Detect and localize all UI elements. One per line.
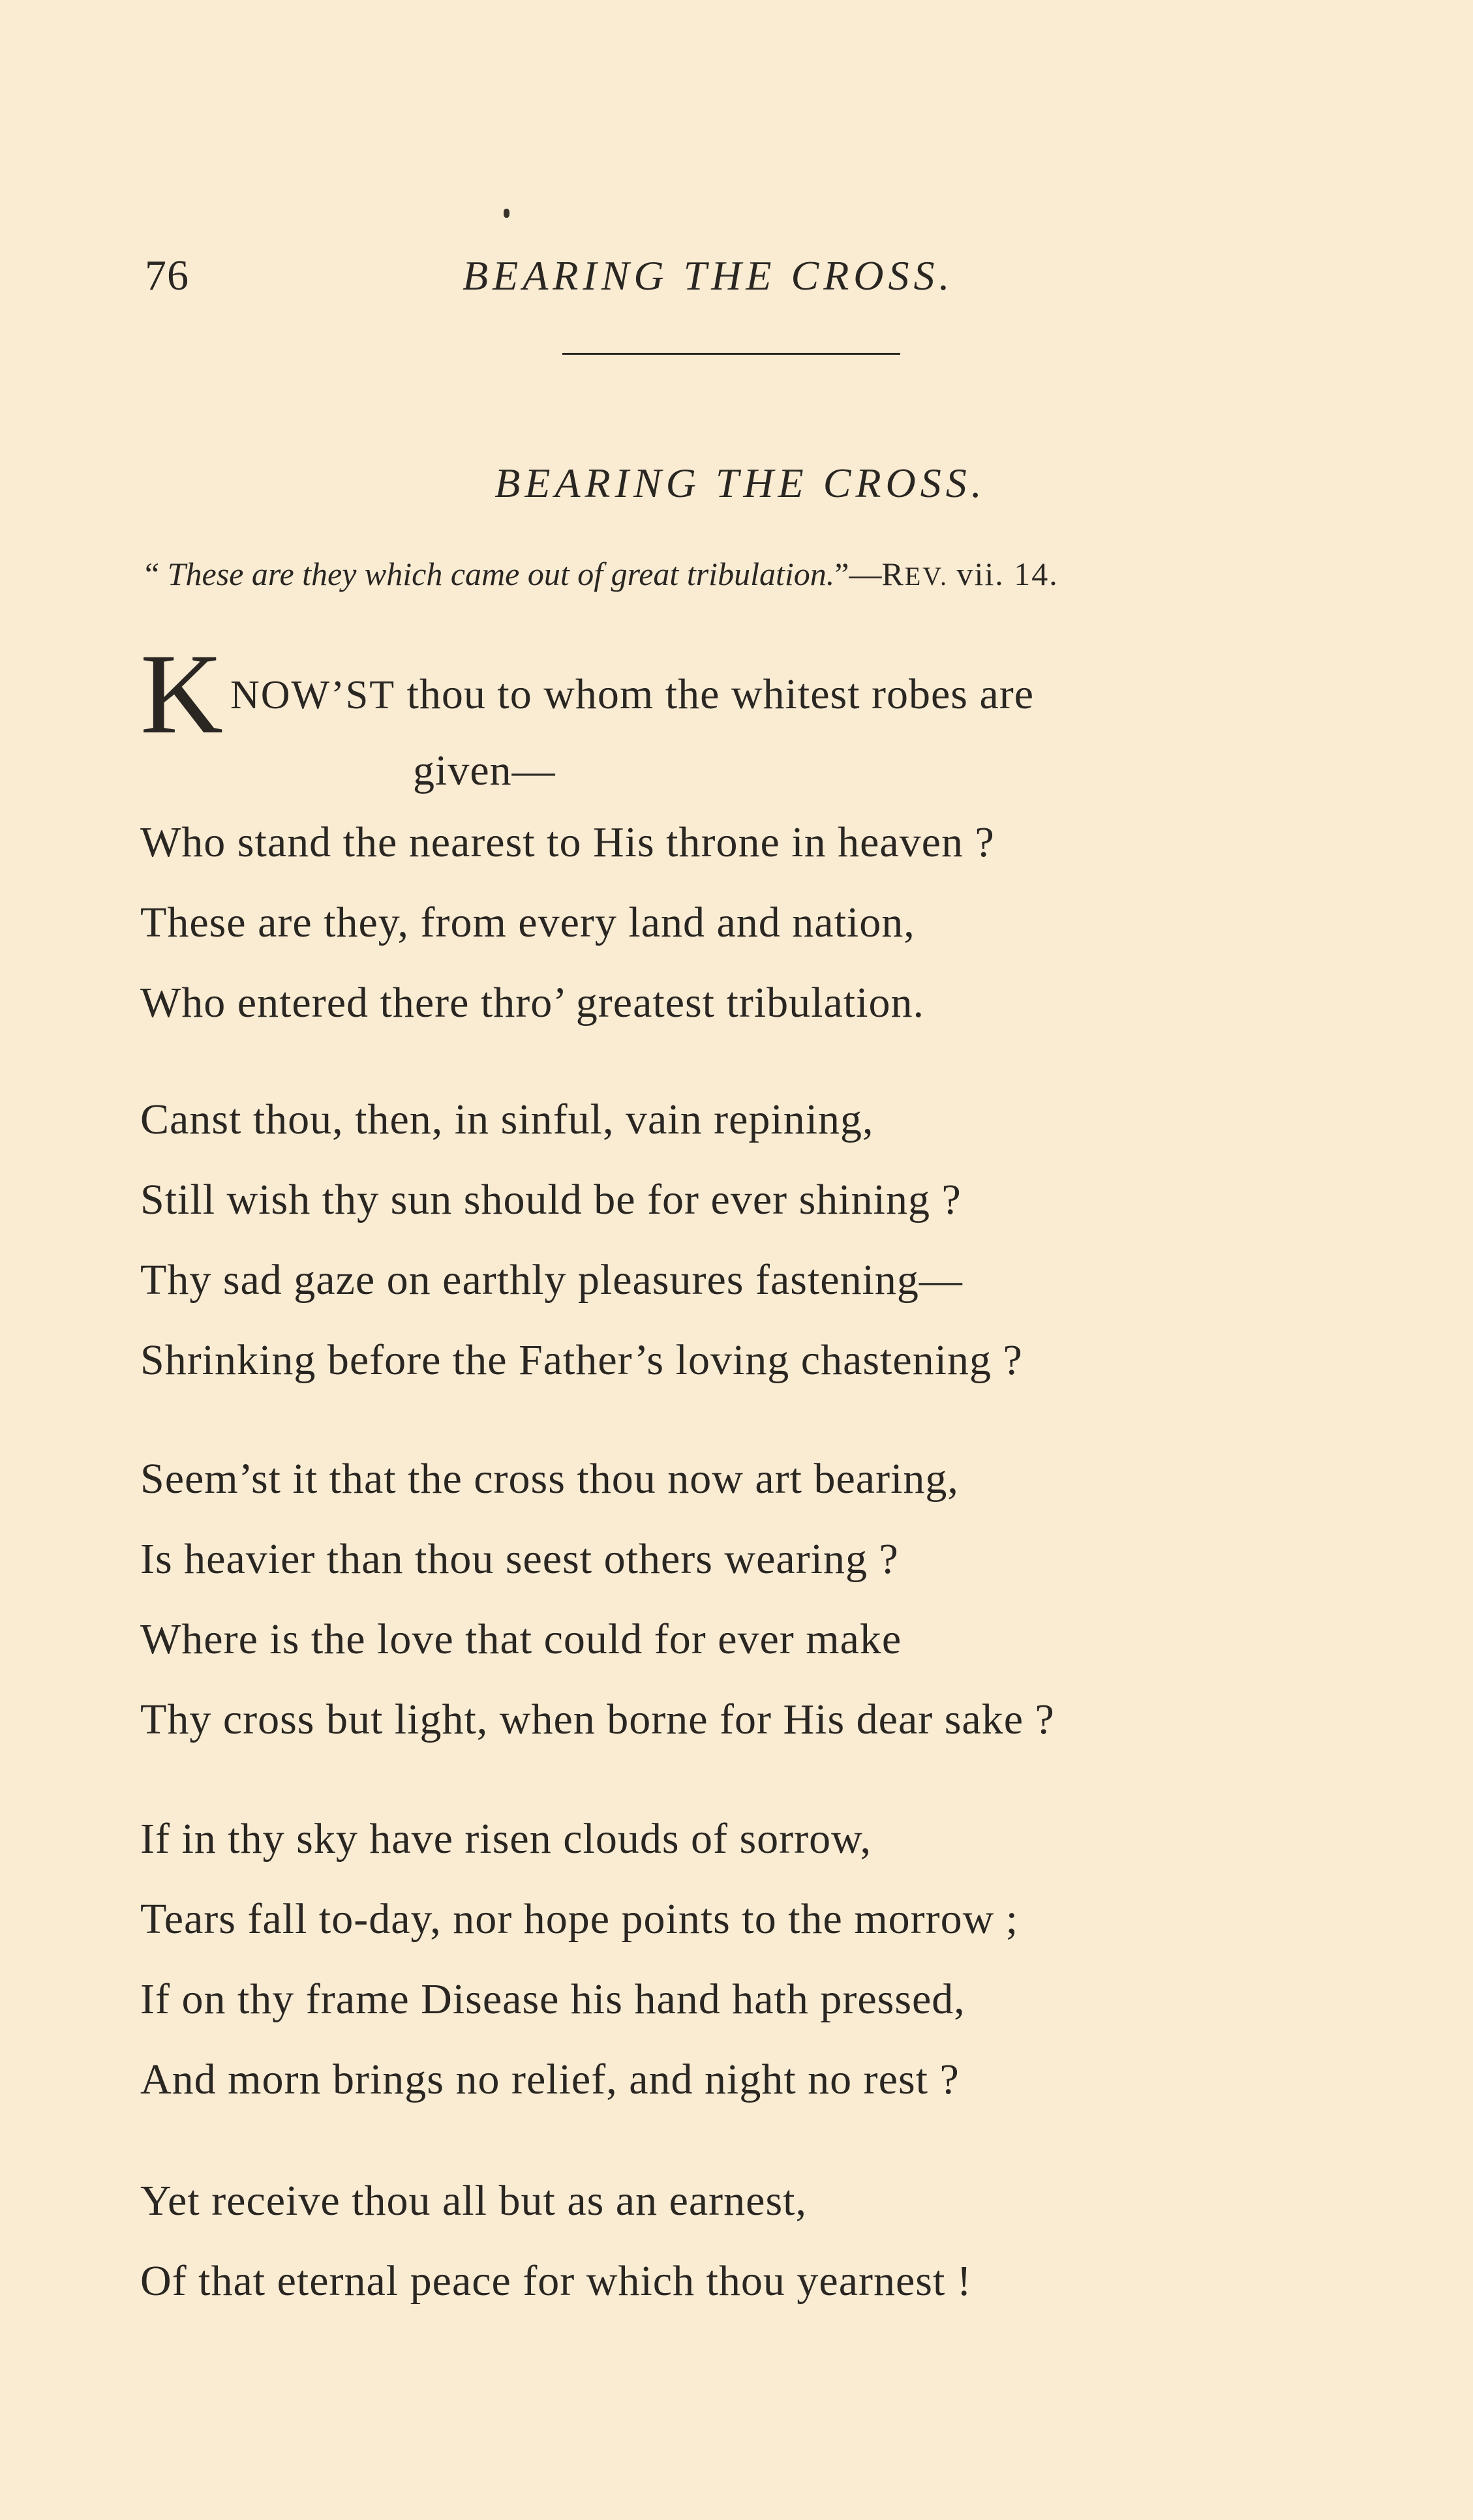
epigraph-quote: These are they which came out of great tribulation. xyxy=(167,556,835,592)
poem-line: Seem’st it that the cross thou now art bearing, xyxy=(140,1455,959,1503)
poem-line: Who stand the nearest to His throne in heaven ? xyxy=(140,818,995,866)
epigraph-close: ”— xyxy=(834,556,882,592)
poem-line: Still wish thy sun should be for ever shining ? xyxy=(140,1176,962,1223)
poem-title: BEARING THE CROSS. xyxy=(494,460,986,506)
running-head: BEARING THE CROSS. xyxy=(463,252,954,299)
first-word-caps: NOW’ST xyxy=(230,673,396,717)
poem-line: Where is the love that could for ever make xyxy=(140,1615,902,1663)
poem-line: These are they, from every land and nation, xyxy=(140,899,915,946)
epigraph-source-ref: vii. 14. xyxy=(956,556,1059,592)
poem-line-continuation: given— xyxy=(413,747,556,794)
drop-cap: K xyxy=(140,631,224,758)
page-number: 76 xyxy=(145,252,189,299)
poem-line: Thy cross but light, when borne for His dear sake ? xyxy=(140,1696,1055,1743)
poem-line: If on thy frame Disease his hand hath pressed, xyxy=(140,1975,965,2023)
poem-line: Is heavier than thou seest others wearing ? xyxy=(140,1535,899,1583)
poem-line: And morn brings no relief, and night no rest ? xyxy=(140,2056,960,2103)
epigraph-open-quote: “ xyxy=(145,556,160,592)
poem-line: Canst thou, then, in sinful, vain repining, xyxy=(140,1096,874,1143)
poem-line: Thy sad gaze on earthly pleasures fastening— xyxy=(140,1256,963,1304)
epigraph-source-initial: R xyxy=(881,556,905,592)
poem-line: If in thy sky have risen clouds of sorrow, xyxy=(140,1815,872,1863)
poem-line: Of that eternal peace for which thou yearnest ! xyxy=(140,2257,972,2305)
poem-line: Tears fall to-day, nor hope points to the morrow ; xyxy=(140,1895,1019,1943)
epigraph-source-book: EV. xyxy=(904,562,949,591)
poem-line: Who entered there thro’ greatest tribulation. xyxy=(140,979,924,1027)
poem-line: Shrinking before the Father’s loving chastening ? xyxy=(140,1336,1023,1384)
poem-line: Yet receive thou all but as an earnest, xyxy=(140,2177,807,2225)
first-line-text: thou to whom the whitest robes are xyxy=(406,670,1035,718)
poem-line xyxy=(230,668,1034,721)
